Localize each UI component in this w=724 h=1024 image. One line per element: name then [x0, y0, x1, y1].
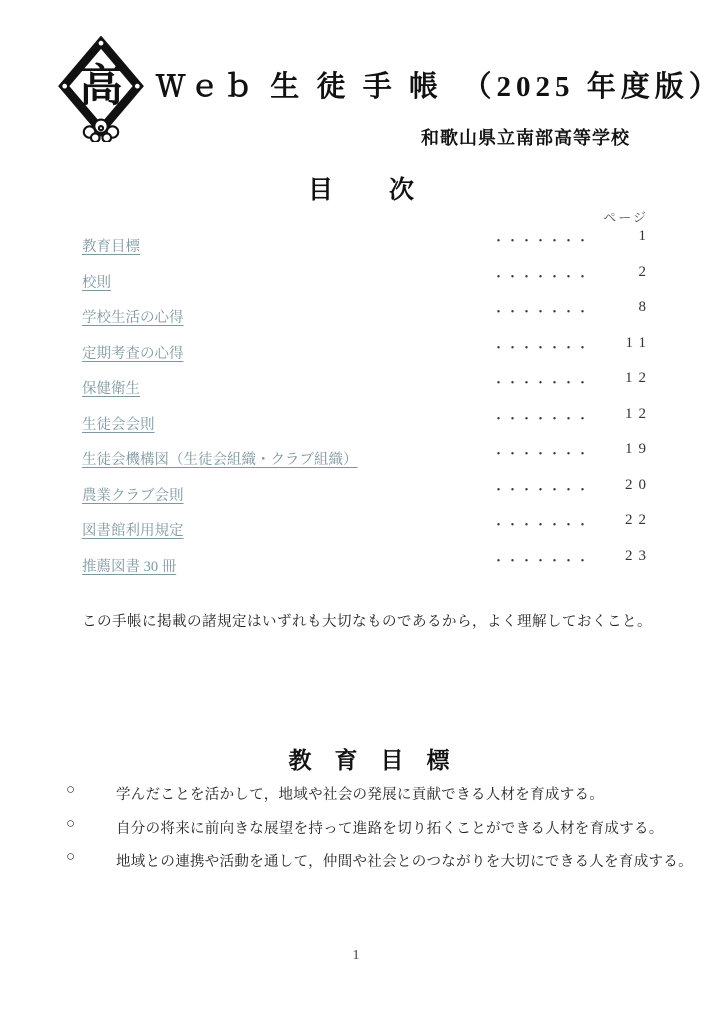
- toc-link[interactable]: 生徒会会則: [82, 416, 155, 433]
- toc-heading: 目 次: [307, 177, 416, 204]
- toc-row: [82, 333, 652, 369]
- toc-row: [82, 510, 652, 546]
- toc-page-column-label: ページ: [603, 210, 648, 225]
- dot-leader: ・・・・・・・: [491, 517, 590, 532]
- handbook-note: この手帳に掲載の諸規定はいずれも大切なものであるから，よく理解しておくこと。: [82, 614, 652, 630]
- school-emblem-icon: [58, 36, 144, 142]
- circle-bullet-icon: ○: [66, 815, 76, 832]
- education-goal-item: [0, 816, 724, 850]
- toc-link[interactable]: 学校生活の心得: [82, 310, 184, 326]
- dot-leader: ・・・・・・・: [491, 552, 590, 568]
- education-goal-text: 地域との連携や活動を通して，仲間や社会とのつながりを大切にできる人を育成する。: [116, 854, 693, 870]
- emblem-blossom: [84, 120, 118, 142]
- education-goal-text: 自分の将来に前向きな展望を持って進路を切り拓くことができる人材を育成する。: [116, 820, 664, 837]
- toc-page-number: 2: [638, 263, 652, 280]
- toc-link[interactable]: 定期考査の心得: [82, 345, 184, 362]
- education-goal-item: [0, 782, 724, 816]
- toc-row: [82, 297, 652, 333]
- circle-bullet-icon: ○: [66, 849, 76, 865]
- dot-leader: ・・・・・・・: [491, 339, 590, 355]
- toc-page-number: 20: [625, 476, 652, 493]
- dot-leader: ・・・・・・・: [491, 410, 590, 426]
- toc-link[interactable]: 推薦図書 30 冊: [82, 558, 177, 575]
- toc-row: [82, 368, 652, 404]
- toc-link[interactable]: 図書館利用規定: [82, 523, 184, 539]
- toc-page-number: 23: [625, 547, 652, 564]
- toc-list: [82, 226, 652, 581]
- toc-page-number: 19: [625, 441, 652, 457]
- dot-leader: ・・・・・・・: [491, 268, 590, 284]
- dot-leader: ・・・・・・・: [491, 481, 590, 497]
- circle-bullet-icon: ○: [66, 782, 76, 798]
- toc-page-number: 12: [625, 405, 652, 422]
- education-goal-text: 学んだことを活かして，地域や社会の発展に貢献できる人材を育成する。: [116, 787, 605, 803]
- school-name: 和歌山県立南部高等学校: [421, 128, 630, 148]
- footer-page-number: 1: [352, 948, 360, 963]
- toc-row: [82, 475, 652, 511]
- section-heading-education-goals: 教 育 目 標: [288, 748, 450, 773]
- toc-link[interactable]: 教育目標: [82, 239, 140, 255]
- toc-row: [82, 546, 652, 582]
- toc-link[interactable]: 保健衛生: [82, 381, 140, 397]
- toc-page-number: 11: [625, 334, 652, 351]
- toc-row: [82, 439, 652, 475]
- toc-link[interactable]: 校則: [82, 274, 111, 291]
- toc-page-number: 12: [625, 370, 652, 386]
- toc-page-number: 8: [638, 299, 652, 315]
- dot-leader: ・・・・・・・: [491, 446, 590, 461]
- toc-page-number: 1: [638, 228, 652, 244]
- education-goals-list: [0, 782, 724, 883]
- toc-row: [82, 404, 652, 440]
- toc-row: [82, 262, 652, 298]
- dot-leader: ・・・・・・・: [491, 304, 590, 319]
- dot-leader: ・・・・・・・: [491, 375, 590, 390]
- toc-page-number: 22: [625, 512, 652, 528]
- document-title: Ｗｅｂ 生 徒 手 帳 （2025 年度版）: [156, 71, 723, 103]
- toc-link[interactable]: 農業クラブ会則: [82, 487, 184, 504]
- toc-link[interactable]: 生徒会機構図（生徒会組織・クラブ組織）: [82, 452, 358, 468]
- education-goal-item: [0, 849, 724, 883]
- emblem-kanji: 高: [79, 61, 123, 111]
- toc-row: [82, 226, 652, 262]
- dot-leader: ・・・・・・・: [491, 233, 590, 248]
